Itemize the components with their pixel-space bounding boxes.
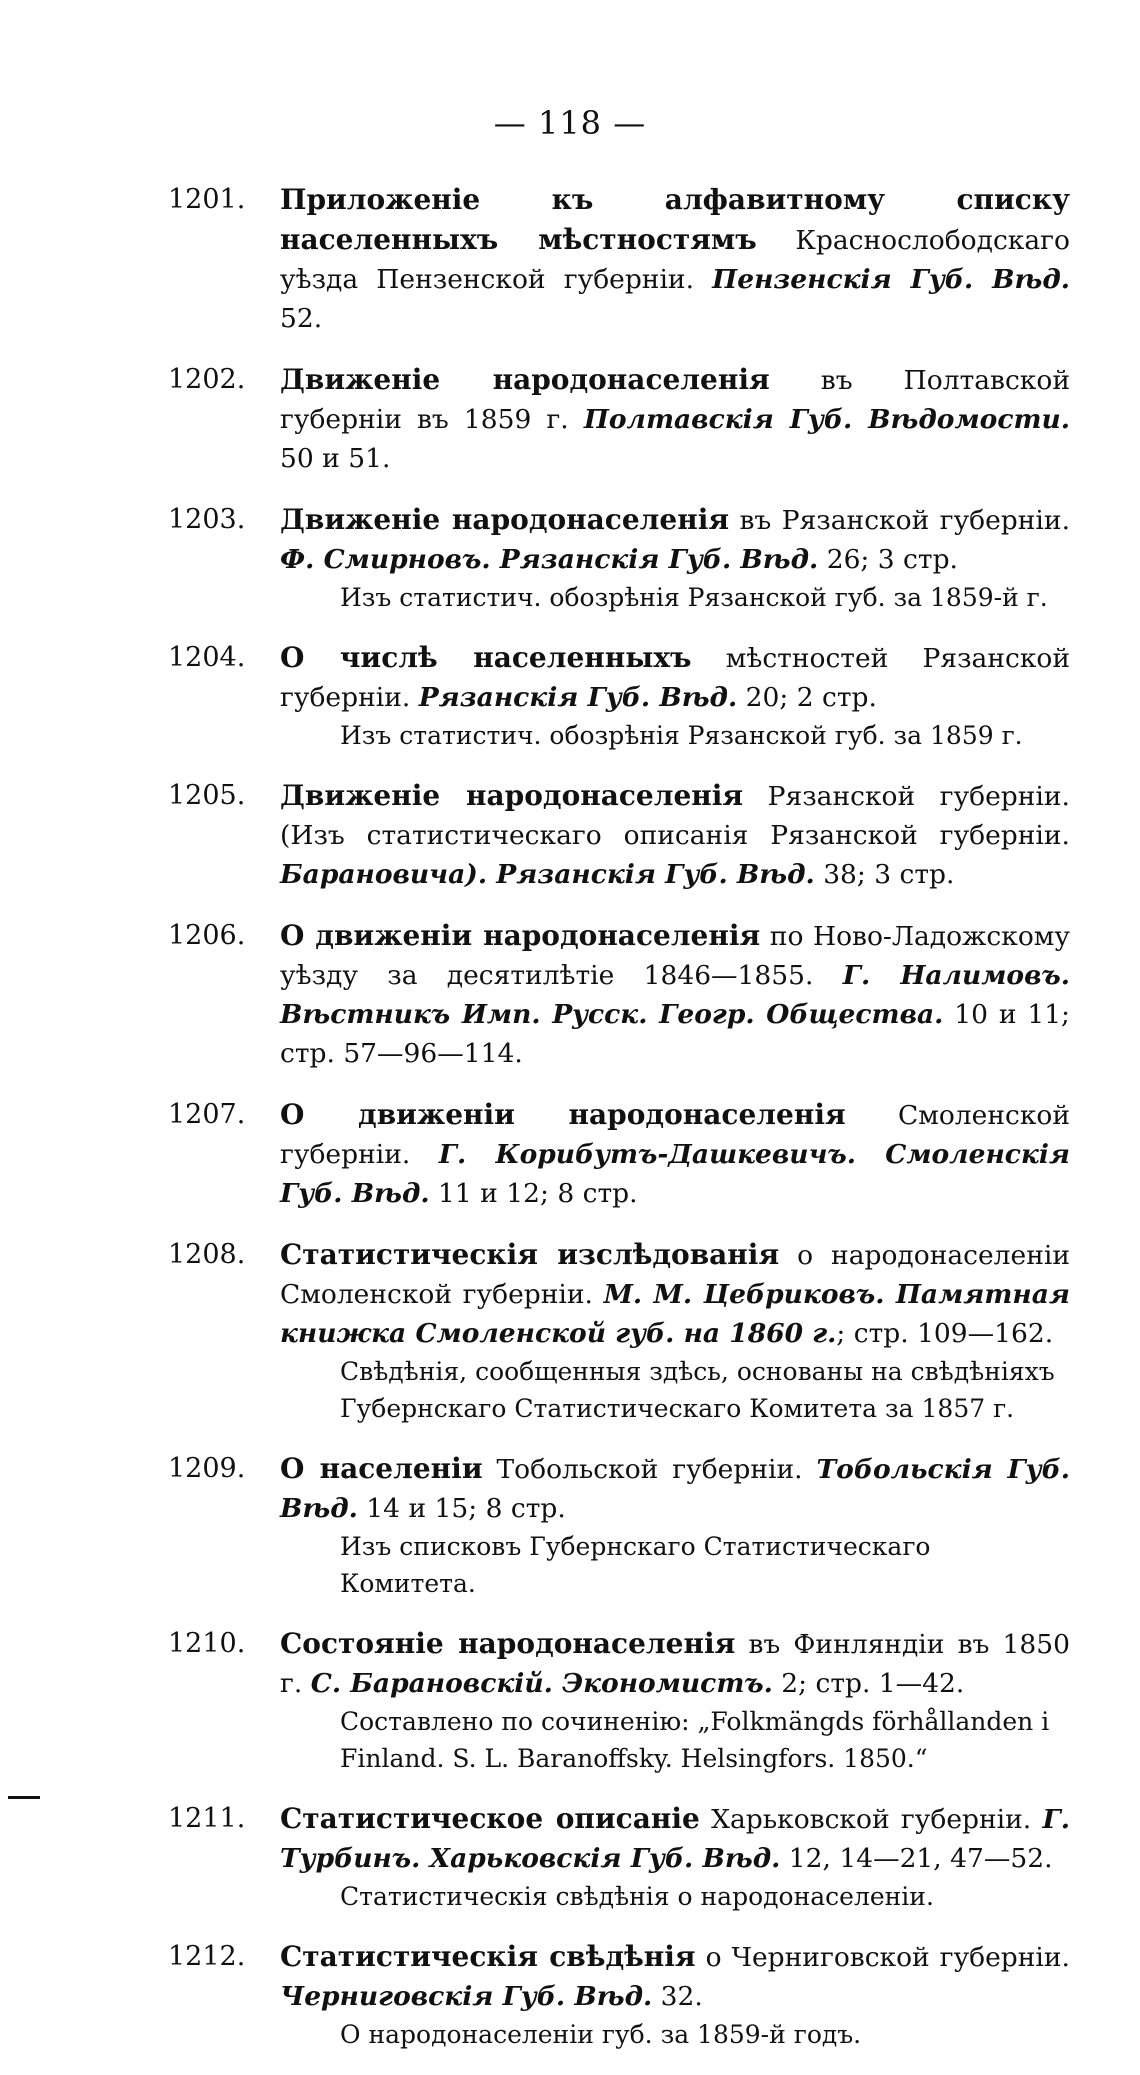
entry-note: Изъ списковъ Губернскаго Статистическаго Комитета.	[340, 1532, 931, 1598]
entry-title: О движеніи народонаселенія	[280, 919, 761, 952]
entry-tail: 20; 2 стр.	[737, 682, 877, 713]
entry-note: Статистическія свѣдѣнія о народонаселеніи.	[340, 1882, 934, 1911]
entry-title: Статистическія изслѣдованія	[280, 1238, 780, 1271]
entry-tail: 50 и 51.	[280, 443, 391, 474]
margin-rule-mark	[8, 1796, 40, 1799]
entry-title: Приложеніе къ алфавитному списку населенныхъ мѣстностямъ	[280, 183, 1070, 256]
entry-source: Ф. Смирновъ. Рязанскія Губ. Вѣд.	[280, 544, 819, 575]
entry-text: Краснослободскаго уѣзда Пензенской губерніи.	[280, 225, 1070, 295]
entry-source: Рязанскія Губ. Вѣд.	[418, 682, 738, 713]
entry-source: С. Барановскій. Экономистъ.	[310, 1668, 773, 1699]
entry	[168, 1937, 1070, 2053]
entry-text: о народонаселеніи Смоленской губерніи.	[280, 1240, 1070, 1310]
entry-title: Движеніе народонаселенія	[280, 503, 730, 536]
entry-source: Пензенскія Губ. Вѣд.	[712, 264, 1070, 295]
page-number: — 118 —	[493, 104, 647, 142]
entry	[168, 916, 1070, 1073]
entry-body	[180, 500, 1070, 579]
entry	[168, 776, 1070, 894]
entry-tail: ; стр. 109—162.	[836, 1318, 1054, 1349]
entry-text: мѣстностей Рязанской губерніи.	[280, 643, 1070, 713]
entry-title: Движеніе народонаселенія	[280, 363, 770, 396]
entry-source: М. М. Цебриковъ. Памятная книжка Смоленской губ. на 1860 г.	[280, 1279, 1070, 1349]
entry-title: Статистическія свѣдѣнія	[280, 1940, 696, 1973]
entry-tail: 38; 3 стр.	[814, 859, 955, 890]
entry-number: 1208.	[168, 1239, 246, 1270]
entry-body	[180, 360, 1070, 478]
entry-source: Г. Турбинъ. Харьковскія Губ. Вѣд.	[280, 1804, 1070, 1874]
entry	[168, 180, 1070, 338]
entry-number: 1201.	[168, 184, 246, 215]
entry-tail: 2; стр. 1—42.	[772, 1668, 965, 1699]
entry-note: О народонаселеніи губ. за 1859-й годъ.	[340, 2020, 862, 2049]
entry-text: о Черниговской губерніи.	[695, 1942, 1070, 1973]
entry-text: въ Финляндіи въ 1850 г.	[280, 1629, 1071, 1699]
entry-body	[180, 776, 1070, 894]
entry	[168, 1095, 1070, 1213]
entry-source: Полтавскія Губ. Вѣдомости.	[583, 404, 1070, 435]
entry-title: О числѣ населенныхъ	[280, 641, 692, 674]
entry-title: О движеніи народонаселенія	[280, 1098, 846, 1131]
entry-source: Г. Корибутъ-Дашкевичъ. Смоленскія Губ. Вѣд.	[280, 1139, 1070, 1209]
entry-source: Г. Налимовъ. Вѣстникъ Имп. Русск. Геогр. Общества.	[280, 960, 1070, 1030]
entry	[168, 360, 1070, 478]
entry-tail: 14 и 15; 8 стр.	[357, 1493, 566, 1524]
entry-number: 1212.	[168, 1941, 246, 1972]
entry-body	[180, 1937, 1070, 2016]
entry-source: Барановича). Рязанскія Губ. Вѣд.	[280, 859, 815, 890]
entry-body	[180, 1624, 1070, 1703]
entry-note: Свѣдѣнія, сообщенныя здѣсь, основаны на свѣдѣніяхъ Губернскаго Статистическаго Комитета за 1857 г.	[340, 1357, 1055, 1423]
entry-tail: 52.	[280, 303, 323, 334]
entry-body	[180, 1799, 1070, 1878]
entry-source: Черниговскія Губ. Вѣд.	[280, 1981, 653, 2012]
entry-text: въ Полтавской губерніи въ 1859 г.	[280, 365, 1070, 435]
entry-list	[168, 180, 1071, 2075]
entry-number: 1209.	[168, 1453, 246, 1484]
entry	[168, 1799, 1070, 1915]
entry-number: 1210.	[168, 1628, 246, 1659]
entry-body	[180, 1235, 1070, 1353]
entry	[168, 1449, 1070, 1602]
entry-text: Смоленской губерніи.	[280, 1100, 1070, 1170]
entry-text: Харьковской губерніи.	[699, 1804, 1043, 1835]
entry-number: 1205.	[168, 780, 246, 811]
entry-body	[180, 180, 1070, 338]
entry-note: Составлено по сочиненію: „Folkmängds förhållanden i Finland. S. L. Baranoffsky. Helsingfors. 1850.“	[340, 1707, 1050, 1773]
entry	[168, 1624, 1071, 1777]
entry-tail: 26; 3 стр.	[818, 544, 958, 575]
entry-note: Изъ статистич. обозрѣнія Рязанской губ. за 1859-й г.	[340, 583, 1048, 612]
entry-body	[180, 638, 1070, 717]
entry-tail: 32.	[652, 1981, 703, 2012]
entry-text: по Ново-Ладожскому уѣзду за десятилѣтіе 1846—1855.	[280, 921, 1070, 991]
entry	[168, 638, 1070, 754]
entry-title: Статистическое описаніе	[280, 1802, 700, 1835]
entry-title: О населеніи	[280, 1452, 483, 1485]
entry-text: Тобольской губерніи.	[482, 1454, 817, 1485]
entry-note: Изъ статистич. обозрѣнія Рязанской губ. за 1859 г.	[340, 721, 1023, 750]
entry-number: 1207.	[168, 1099, 246, 1130]
entry-tail: 11 и 12; 8 стр.	[429, 1178, 638, 1209]
entry-tail: 12, 14—21, 47—52.	[780, 1843, 1053, 1874]
entry-tail: 10 и 11; стр. 57—96—114.	[280, 999, 1070, 1069]
entry-body	[180, 1095, 1070, 1213]
entry-body	[180, 916, 1070, 1073]
entry-source: Тобольскія Губ. Вѣд.	[280, 1454, 1070, 1524]
entry-number: 1204.	[168, 642, 246, 673]
entry-title: Движеніе народонаселенія	[280, 779, 744, 812]
entry-body	[180, 1449, 1070, 1528]
entry-number: 1206.	[168, 920, 246, 951]
entry-number: 1202.	[168, 364, 246, 395]
entry-title: Состояніе народонаселенія	[280, 1627, 736, 1660]
entry-text: Рязанской губерніи. (Изъ статистическаго описанія Рязанской губерніи.	[280, 781, 1070, 851]
entry-number: 1203.	[168, 504, 246, 535]
entry-text: въ Рязанской губерніи.	[729, 505, 1070, 536]
entry-number: 1211.	[168, 1803, 246, 1834]
entry	[168, 1235, 1070, 1427]
entry	[168, 500, 1070, 616]
